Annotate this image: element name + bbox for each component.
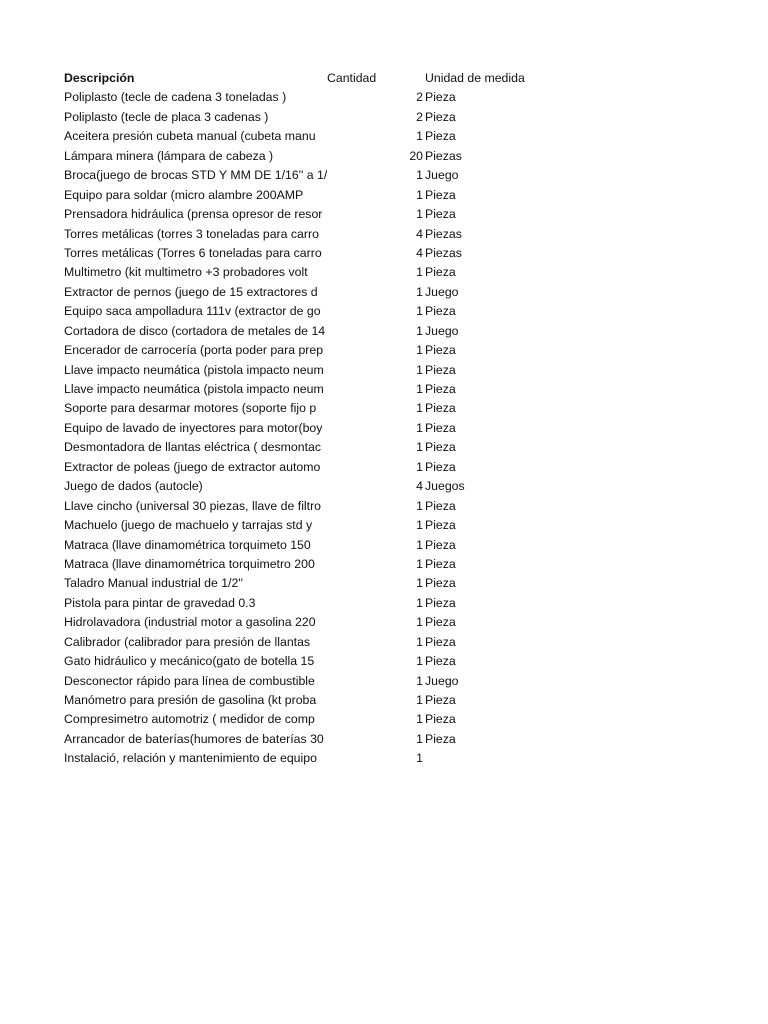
- table-row: [0, 244, 768, 263]
- table-row: [0, 458, 768, 477]
- cell-unidad: Pieza: [425, 401, 456, 416]
- cell-cantidad: 2: [416, 90, 423, 105]
- cell-cantidad: 1: [416, 498, 423, 513]
- cell-descripcion: Torres metálicas (torres 3 toneladas para carro: [64, 226, 319, 241]
- cell-unidad: Pieza: [425, 634, 456, 649]
- cell-cantidad: 1: [416, 459, 423, 474]
- cell-unidad: Juego: [425, 323, 459, 338]
- cell-unidad: Pieza: [425, 90, 456, 105]
- table-row: [0, 341, 768, 360]
- cell-descripcion: Encerador de carrocería (porta poder para prep: [64, 343, 324, 358]
- cell-descripcion: Arrancador de baterías(humores de baterías 30: [64, 731, 324, 746]
- table-row: [0, 225, 768, 244]
- table-row: [0, 633, 768, 652]
- cell-cantidad: 4: [416, 479, 423, 494]
- cell-cantidad: 1: [416, 187, 423, 202]
- cell-descripcion: Soporte para desarmar motores (soporte fijo p: [64, 401, 317, 416]
- cell-descripcion: Llave impacto neumática (pistola impacto neum: [64, 362, 324, 377]
- table-row: [0, 263, 768, 282]
- cell-unidad: Pieza: [425, 518, 456, 533]
- cell-descripcion: Hidrolavadora (industrial motor a gasolina 220: [64, 615, 316, 630]
- cell-unidad: Pieza: [425, 187, 456, 202]
- table-row: [0, 186, 768, 205]
- cell-unidad: Pieza: [425, 362, 456, 377]
- cell-unidad: Pieza: [425, 595, 456, 610]
- cell-descripcion: Instalació, relación y mantenimiento de equipo: [64, 751, 317, 766]
- header-descripcion: Descripción: [64, 71, 135, 85]
- header-unidad: Unidad de medida: [425, 71, 525, 85]
- cell-cantidad: 1: [416, 129, 423, 144]
- cell-cantidad: 1: [416, 712, 423, 727]
- cell-cantidad: 1: [416, 265, 423, 280]
- cell-unidad: Pieza: [425, 537, 456, 552]
- table-row: [0, 691, 768, 710]
- header-cantidad: Cantidad: [327, 71, 377, 85]
- table-row: [0, 108, 768, 127]
- cell-cantidad: 1: [416, 595, 423, 610]
- cell-unidad: Pieza: [425, 265, 456, 280]
- cell-descripcion: Torres metálicas (Torres 6 toneladas para carro: [64, 245, 322, 260]
- cell-descripcion: Broca(juego de brocas STD Y MM DE 1/16'' a 1/: [64, 168, 327, 183]
- cell-unidad: Pieza: [425, 693, 456, 707]
- cell-unidad: Pieza: [425, 304, 456, 319]
- cell-unidad: Juego: [425, 284, 459, 299]
- cell-descripcion: Poliplasto (tecle de placa 3 cadenas ): [64, 109, 269, 124]
- table-row: [0, 477, 768, 496]
- table-body: [0, 88, 768, 768]
- cell-cantidad: 1: [416, 168, 423, 183]
- cell-unidad: Pieza: [425, 109, 456, 124]
- cell-descripcion: Gato hidráulico y mecánico(gato de botella 15: [64, 654, 315, 669]
- cell-cantidad: 1: [416, 615, 423, 630]
- table-row: [0, 361, 768, 380]
- cell-unidad: Piezas: [425, 245, 462, 260]
- cell-descripcion: Multimetro (kit multimetro +3 probadores volt: [64, 265, 308, 280]
- cell-cantidad: 1: [416, 751, 423, 766]
- cell-cantidad: 20: [409, 148, 423, 163]
- table-row: [0, 710, 768, 729]
- cell-descripcion: Prensadora hidráulica (prensa opresor de resor: [64, 207, 323, 222]
- cell-cantidad: 1: [416, 323, 423, 338]
- table-row: [0, 652, 768, 671]
- cell-descripcion: Equipo para soldar (micro alambre 200AMP: [64, 187, 304, 202]
- table-row: [0, 283, 768, 302]
- cell-cantidad: 1: [416, 731, 423, 746]
- table-row: [0, 205, 768, 224]
- cell-unidad: Piezas: [425, 226, 462, 241]
- cell-descripcion: Matraca (llave dinamométrica torquimetro 200: [64, 556, 315, 571]
- cell-cantidad: 1: [416, 207, 423, 222]
- table-row: [0, 302, 768, 321]
- cell-cantidad: 1: [416, 654, 423, 669]
- table-row: [0, 438, 768, 457]
- cell-unidad: Juegos: [425, 479, 465, 494]
- cell-descripcion: Poliplasto (tecle de cadena 3 toneladas ): [64, 90, 287, 105]
- cell-unidad: Pieza: [425, 207, 456, 222]
- cell-descripcion: Machuelo (juego de machuelo y tarrajas std y: [64, 518, 313, 533]
- cell-unidad: Piezas: [425, 148, 462, 163]
- table-row: [0, 127, 768, 146]
- table-row: [0, 749, 768, 768]
- table-row: [0, 147, 768, 166]
- table-row: [0, 516, 768, 535]
- cell-cantidad: 1: [416, 401, 423, 416]
- table-row: [0, 497, 768, 516]
- table-row: [0, 613, 768, 632]
- spreadsheet-table: [0, 69, 768, 769]
- cell-unidad: Pieza: [425, 576, 456, 591]
- cell-descripcion: Manómetro para presión de gasolina (kt proba: [64, 693, 317, 707]
- cell-unidad: Pieza: [425, 343, 456, 358]
- cell-unidad: Pieza: [425, 498, 456, 513]
- cell-descripcion: Compresimetro automotriz ( medidor de comp: [64, 712, 315, 727]
- table-row: [0, 322, 768, 341]
- cell-cantidad: 1: [416, 440, 423, 455]
- cell-descripcion: Desmontadora de llantas eléctrica ( desmontac: [64, 440, 321, 455]
- table-row: [0, 594, 768, 613]
- cell-descripcion: Aceitera presión cubeta manual (cubeta manu: [64, 129, 316, 144]
- cell-descripcion: Extractor de poleas (juego de extractor automo: [64, 459, 321, 474]
- cell-cantidad: 4: [416, 226, 423, 241]
- cell-cantidad: 4: [416, 245, 423, 260]
- table-row: [0, 88, 768, 107]
- cell-cantidad: 1: [416, 304, 423, 319]
- cell-cantidad: 1: [416, 576, 423, 591]
- cell-descripcion: Calibrador (calibrador para presión de llantas: [64, 634, 311, 649]
- cell-cantidad: 1: [416, 284, 423, 299]
- table-row: [0, 399, 768, 418]
- cell-unidad: Pieza: [425, 459, 456, 474]
- cell-unidad: Juego: [425, 168, 459, 183]
- cell-descripcion: Matraca (llave dinamométrica torquimeto 150: [64, 537, 311, 552]
- cell-unidad: Pieza: [425, 731, 456, 746]
- cell-descripcion: Pistola para pintar de gravedad 0.3: [64, 595, 256, 610]
- cell-descripcion: Taladro Manual industrial de 1/2'': [64, 576, 244, 591]
- cell-cantidad: 1: [416, 420, 423, 435]
- table-row: [0, 672, 768, 691]
- cell-descripcion: Extractor de pernos (juego de 15 extractores d: [64, 284, 318, 299]
- cell-cantidad: 1: [416, 343, 423, 358]
- table-row: [0, 380, 768, 399]
- cell-cantidad: 1: [416, 362, 423, 377]
- table-row: [0, 536, 768, 555]
- cell-cantidad: 1: [416, 634, 423, 649]
- cell-descripcion: Juego de dados (autocle): [64, 479, 203, 494]
- cell-cantidad: 1: [416, 673, 423, 688]
- cell-descripcion: Cortadora de disco (cortadora de metales de 14: [64, 323, 326, 338]
- cell-unidad: Pieza: [425, 654, 456, 669]
- table-row: [0, 555, 768, 574]
- cell-cantidad: 1: [416, 693, 423, 707]
- table-header-row: [0, 69, 768, 88]
- cell-unidad: Pieza: [425, 615, 456, 630]
- cell-cantidad: 1: [416, 556, 423, 571]
- cell-descripcion: Llave cincho (universal 30 piezas, llave de filtro: [64, 498, 322, 513]
- cell-descripcion: Equipo de lavado de inyectores para motor(boy: [64, 420, 323, 435]
- cell-descripcion: Desconector rápido para línea de combustible: [64, 673, 315, 688]
- table-row: [0, 574, 768, 593]
- table-row: [0, 166, 768, 185]
- table-row: [0, 730, 768, 749]
- cell-cantidad: 2: [416, 109, 423, 124]
- cell-descripcion: Equipo saca ampolladura 111v (extractor de go: [64, 304, 321, 319]
- cell-unidad: Pieza: [425, 382, 456, 396]
- cell-cantidad: 1: [416, 537, 423, 552]
- cell-unidad: Pieza: [425, 420, 456, 435]
- cell-unidad: Pieza: [425, 712, 456, 727]
- cell-unidad: Pieza: [425, 440, 456, 455]
- cell-descripcion: Llave impacto neumática (pistola impacto neum: [64, 382, 324, 396]
- cell-unidad: Pieza: [425, 556, 456, 571]
- cell-cantidad: 1: [416, 518, 423, 533]
- cell-unidad: Pieza: [425, 129, 456, 144]
- cell-cantidad: 1: [416, 382, 423, 396]
- table-row: [0, 419, 768, 438]
- cell-descripcion: Lámpara minera (lámpara de cabeza ): [64, 148, 274, 163]
- cell-unidad: Juego: [425, 673, 459, 688]
